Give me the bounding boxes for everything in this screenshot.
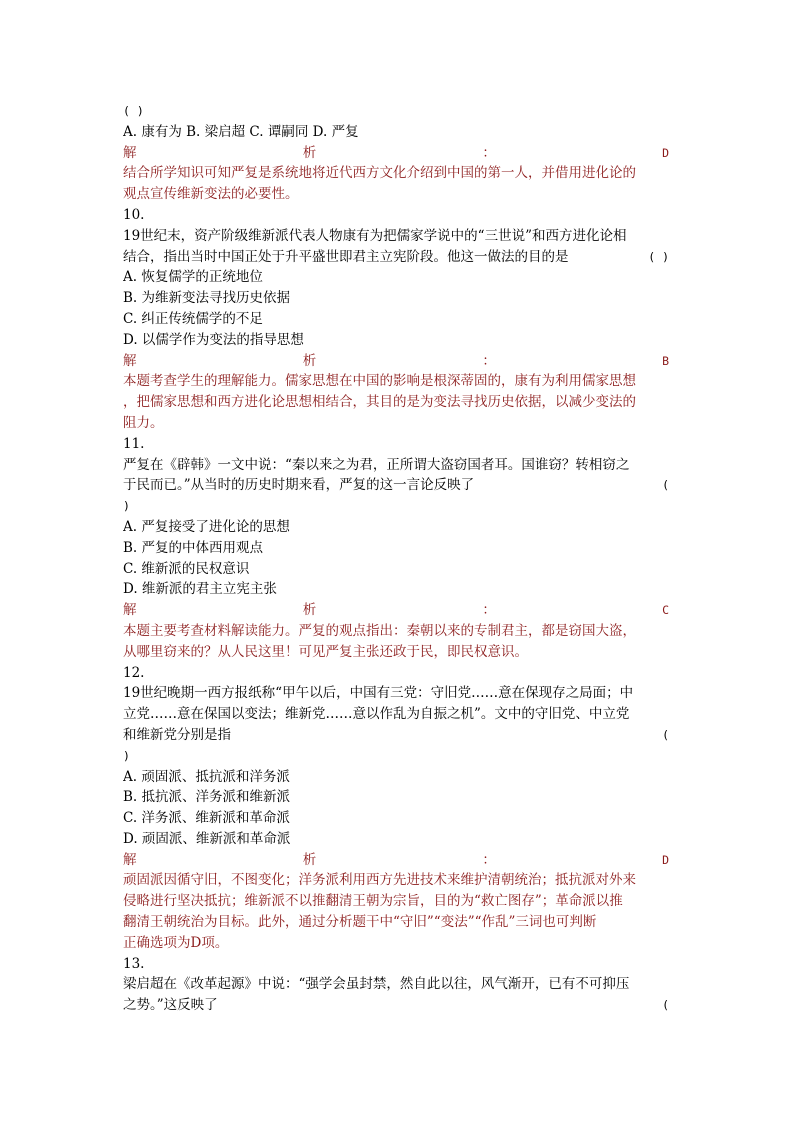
q12-option: D. 顽固派、维新派和革命派 [123, 830, 291, 847]
q11-stem-line: 于民而已。”从当时的历史时期来看，严复的这一言论反映了 ( [123, 475, 669, 496]
q11-jiexi-label: 解 析 ： C [123, 602, 669, 619]
q12-paren-close: ) [123, 748, 130, 763]
q11-number: 11. [123, 435, 145, 452]
q9-analysis-line: 观点宣传维新变法的必要性。 [123, 186, 299, 203]
q10-jiexi-label: 解 析 ： B [123, 352, 669, 369]
q12-analysis-line: 侵略进行坚决抵抗；维新派不以推翻清王朝为宗旨，目的为“救亡图存”；革命派以推 [123, 893, 623, 910]
q10-option: A. 恢复儒学的正统地位 [123, 269, 263, 286]
q12-stem-line: 19世纪晚期一西方报纸称“甲午以后，中国有三党：守旧党……意在保现存之局面；中 [123, 685, 634, 702]
q11-option: C. 维新派的民权意识 [123, 560, 250, 577]
q12-paren-open: ( [662, 727, 669, 742]
q10-option: C. 纠正传统儒学的不足 [123, 310, 263, 327]
q11-option: A. 严复接受了进化论的思想 [123, 518, 290, 535]
q11-paren-close: ) [123, 499, 130, 514]
q12-analysis-line: 顽固派因循守旧，不图变化；洋务派利用西方先进技术来维护清朝统治；抵抗派对外来 [123, 872, 636, 889]
q10-stem-line: 结合，指出当时中国正处于升平盛世即君主立宪阶段。他这一做法的目的是 ( ) [123, 247, 669, 268]
q12-option: A. 顽固派、抵抗派和洋务派 [123, 768, 290, 785]
q10-analysis-line: 本题考查学生的理解能力。儒家思想在中国的影响是根深蒂固的，康有为利用儒家思想 [123, 373, 636, 390]
q12-option: B. 抵抗派、洋务派和维新派 [123, 789, 291, 806]
q10-analysis-line: 阻力。 [123, 414, 164, 431]
q11-option: B. 严复的中体西用观点 [123, 539, 264, 556]
q12-number: 12. [123, 664, 145, 681]
q11-analysis-line: 从哪里窃来的？从人民这里！可见严复主张还政于民，即民权意识。 [123, 643, 528, 660]
document-page [123, 101, 669, 1016]
q11-option: D. 维新派的君主立宪主张 [123, 581, 277, 598]
q12-analysis-line: 正确选项为D项。 [123, 934, 229, 951]
q11-paren-open: ( [662, 478, 669, 493]
q9-jiexi-label: 解 析 ： D [123, 144, 669, 161]
q9-options: A. 康有为 B. 梁启超 C. 谭嗣同 D. 严复 [123, 123, 359, 140]
q12-analysis-line: 翻清王朝统治为目标。此外，通过分析题干中“守旧”“变法”“作乱”三词也可判断 [123, 914, 597, 931]
q10-option: D. 以儒学作为变法的指导思想 [123, 331, 304, 348]
q13-stem-line: 之势。”这反映了 ( [123, 995, 669, 1016]
q13-paren-open: ( [662, 998, 669, 1013]
q10-number: 10. [123, 206, 145, 223]
q9-analysis-line: 结合所学知识可知严复是系统地将近代西方文化介绍到中国的第一人，并借用进化论的 [123, 165, 636, 182]
q12-stem-line: 立党……意在保国以变法；维新党……意以作乱为自振之机”。文中的守旧党、中立党 [123, 706, 630, 723]
q10-stem-line: 19世纪末，资产阶级维新派代表人物康有为把儒家学说中的“三世说”和西方进化论相 [123, 227, 627, 244]
q9-answer-paren: ( ) [123, 104, 144, 118]
q10-option: B. 为维新变法寻找历史依据 [123, 290, 291, 307]
q11-stem-line: 严复在《辟韩》一文中说：“秦以来之为君，正所谓大盗窃国者耳。国谁窃？转相窃之 [123, 456, 630, 473]
q13-stem-line: 梁启超在《改革起源》中说：“强学会虽封禁，然自此以往，风气渐开，已有不可抑压 [123, 976, 630, 993]
q10-analysis-line: ，把儒家思想和西方进化论思想相结合，其目的是为变法寻找历史依据，以减少变法的 [123, 394, 636, 411]
q13-number: 13. [123, 955, 145, 972]
q12-stem-line: 和维新党分别是指 ( [123, 725, 669, 746]
q11-analysis-line: 本题主要考查材料解读能力。严复的观点指出：秦朝以来的专制君主，都是窃国大盗， [123, 622, 636, 639]
q12-option: C. 洋务派、维新派和革命派 [123, 810, 290, 827]
q12-jiexi-label: 解 析 ： D [123, 851, 669, 868]
q10-answer-paren: ( ) [648, 249, 669, 264]
